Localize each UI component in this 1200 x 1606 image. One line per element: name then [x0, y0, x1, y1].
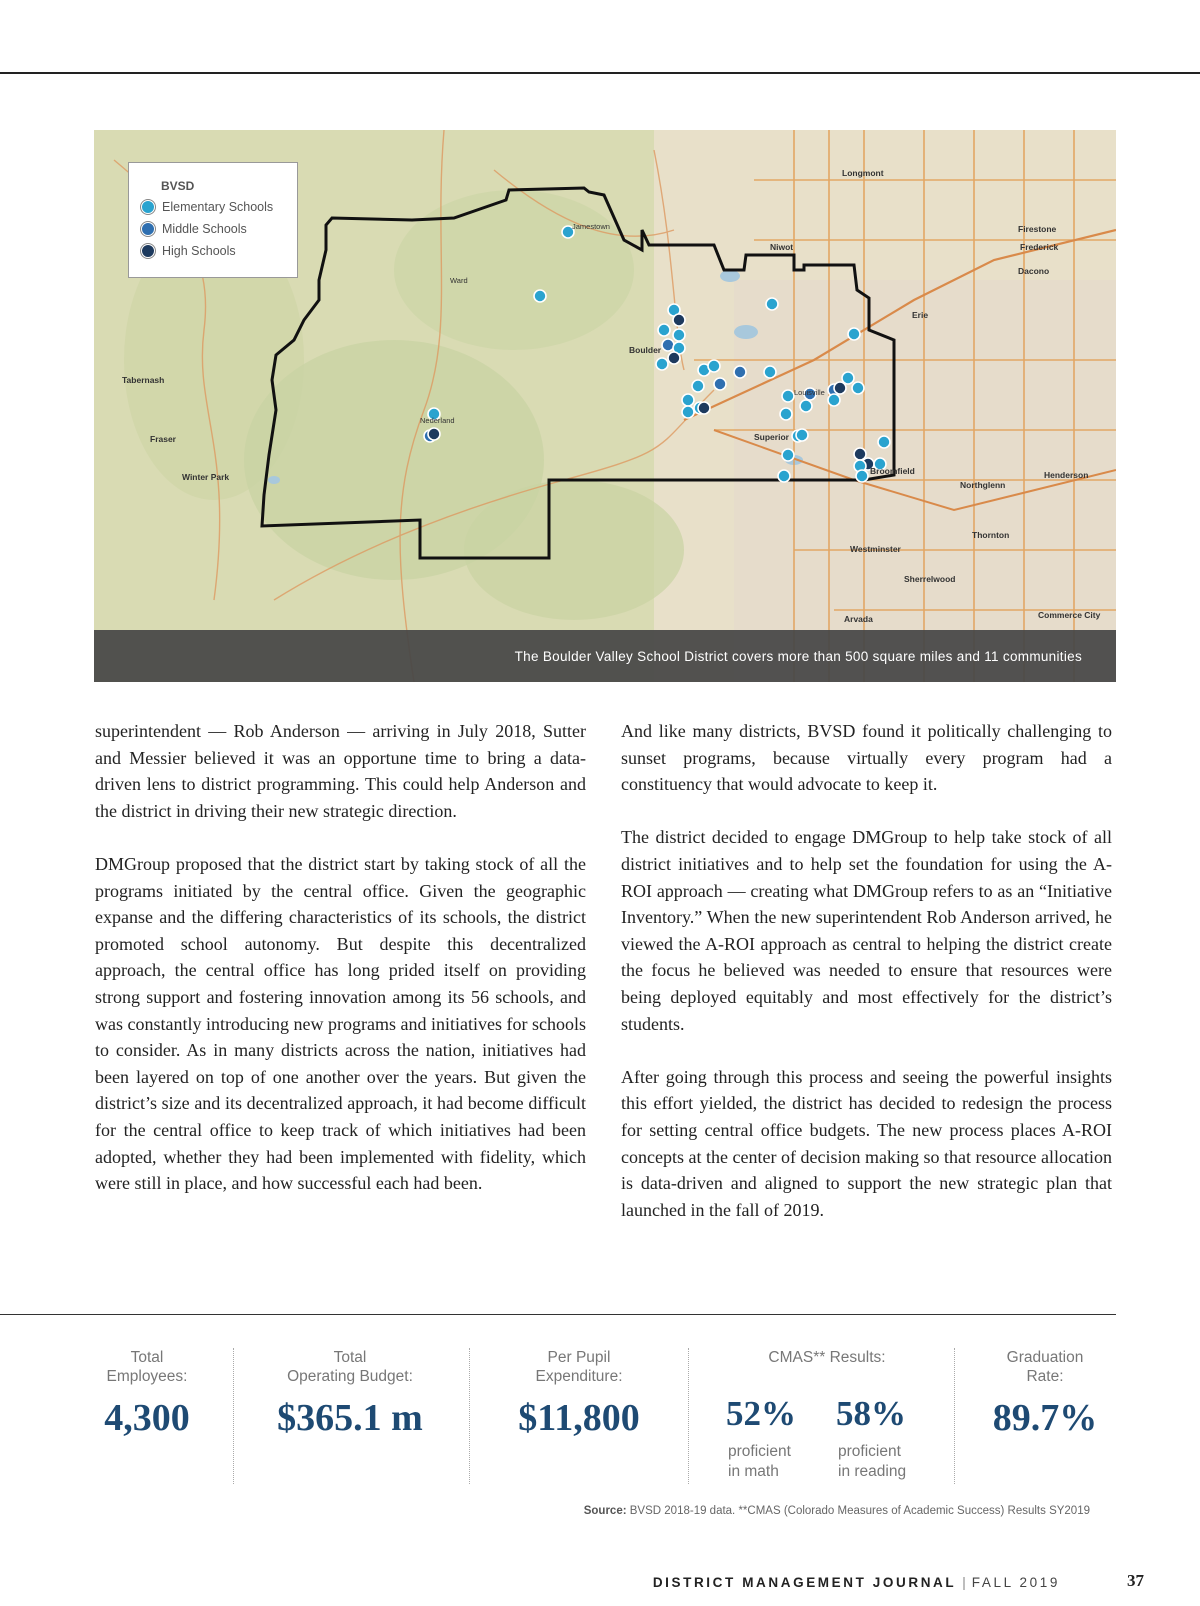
paragraph: After going through this process and seeing the powerful insights this effort yielded, the district has decided to redesign the process for setting central office budgets. The new process places A-ROI concepts at the center of decision making so that resource allocation is data-driven and aligned to support the new strategic plan that launched in the fall of 2019. — [621, 1066, 1112, 1220]
article-column-right — [621, 718, 1112, 1250]
map-label-niwot: Niwot — [770, 242, 794, 252]
legend-item-high — [141, 243, 236, 259]
stat-cmas-reading-label: proficient — [838, 1443, 901, 1460]
map-label-dacono: Dacono — [1018, 266, 1050, 276]
map-label-erie: Erie — [912, 310, 929, 320]
map-label-longmont: Longmont — [842, 168, 884, 178]
legend-item-label: High Schools — [162, 244, 236, 258]
stat-label: Per Pupil — [547, 1349, 611, 1366]
footer-separator: | — [962, 1575, 966, 1590]
map-label-jamestown: Jamestown — [572, 222, 610, 231]
section-divider — [0, 1314, 1116, 1315]
map-label-westminster: Westminster — [850, 544, 901, 554]
map-label-sherrelwood: Sherrelwood — [904, 574, 956, 584]
map-label-tabernash: Tabernash — [122, 375, 165, 385]
map-label-superior: Superior — [754, 432, 789, 442]
stat-value: $365.1 m — [277, 1397, 423, 1439]
stat-label: Rate: — [1026, 1368, 1064, 1385]
stat-total-employees — [90, 1348, 204, 1438]
stat-label: Total — [130, 1349, 164, 1366]
stat-label: Employees: — [106, 1368, 188, 1385]
map-label-louisville: Louisville — [794, 388, 825, 397]
map-caption-bar — [94, 630, 1116, 682]
map-label-nederland: Nederland — [420, 416, 455, 425]
article-column-left — [95, 718, 586, 1223]
stat-operating-budget — [250, 1348, 450, 1438]
map-label-thornton: Thornton — [972, 530, 1010, 540]
district-map — [94, 130, 1116, 682]
map-label-frederick: Frederick — [1020, 242, 1059, 252]
legend-item-middle — [141, 221, 247, 237]
top-rule — [0, 72, 1200, 74]
stat-label: Graduation — [1006, 1349, 1084, 1366]
stat-value: 4,300 — [104, 1397, 190, 1439]
map-label-ward: Ward — [450, 276, 468, 285]
legend-item-label: Elementary Schools — [162, 200, 274, 214]
stat-label: Operating Budget: — [287, 1368, 413, 1385]
paragraph: superintendent — Rob Anderson — arriving in July 2018, Sutter and Messier believed it was an opportune time to bring a data-driven lens to district programming. This could help Anderson and the district in driving their new strategic direction. — [95, 721, 586, 821]
map-legend — [128, 162, 298, 278]
source-text: BVSD 2018-19 data. **CMAS (Colorado Measures of Academic Success) Results SY2019 — [629, 1505, 1090, 1517]
stat-cmas-reading-value: 58% — [836, 1394, 906, 1433]
journal-issue: FALL 2019 — [971, 1575, 1060, 1590]
stat-value: 89.7% — [992, 1397, 1098, 1439]
high-school-marker-icon — [141, 244, 155, 258]
source-label: Source: — [583, 1505, 627, 1517]
stat-cmas-math-value: 52% — [726, 1394, 796, 1433]
legend-item-label: Middle Schools — [162, 222, 247, 236]
map-label-arvada: Arvada — [844, 614, 873, 624]
journal-name: DISTRICT MANAGEMENT JOURNAL — [652, 1575, 957, 1590]
stat-cmas-results — [700, 1348, 954, 1367]
map-label-fraser: Fraser — [150, 434, 176, 444]
elementary-school-marker-icon — [141, 200, 155, 214]
map-label-boulder: Boulder — [629, 345, 662, 355]
stat-graduation-rate — [982, 1348, 1108, 1438]
map-caption: The Boulder Valley School District covers more than 500 square miles and 11 communities — [514, 648, 1082, 664]
stat-cmas-math-label: proficient — [728, 1443, 791, 1460]
stat-cmas-math-label: in math — [728, 1463, 779, 1480]
map-label-commerce-city: Commerce City — [1038, 610, 1101, 620]
map-label-firestone: Firestone — [1018, 224, 1057, 234]
stat-divider — [954, 1348, 955, 1484]
stat-value: $11,800 — [518, 1397, 640, 1439]
page-footer — [653, 1575, 1060, 1590]
stat-cmas-reading-label: in reading — [838, 1463, 907, 1480]
map-label-winter-park: Winter Park — [182, 472, 230, 482]
map-label-henderson: Henderson — [1044, 470, 1089, 480]
page-number: 37 — [1127, 1571, 1144, 1590]
map-label-broomfield: Broomfield — [870, 466, 915, 476]
legend-item-elementary — [141, 199, 273, 215]
middle-school-marker-icon — [141, 222, 155, 236]
stat-label: Expenditure: — [535, 1368, 623, 1385]
paragraph: DMGroup proposed that the district start by taking stock of all the programs initiated by the central office. Given the geographic expanse and the differing characteristics of its schools, the district promoted school autonomy. But despite this decentralized approach, the central office has long prided itself on providing strong support and fostering innovation among its 56 schools, and was constantly introducing new programs and initiatives for schools to consider. As in many districts across the nation, initiatives had been layered on top of one another over the years. But given the district’s size and its decentralized approach, it had become difficult for the central office to keep track of which initiatives had been adopted, whether they had been implemented with fidelity, which were still in place, and how successful each had been. — [95, 853, 586, 1194]
paragraph: And like many districts, BVSD found it politically challenging to sunset programs, because virtually every program had a constituency that would advocate to keep it. — [621, 721, 1112, 795]
paragraph: The district decided to engage DMGroup to help take stock of all district initiatives and to help set the foundation for using the A-ROI approach — creating what DMGroup refers to as an “Initiative Inventory.” When the new superintendent Rob Anderson arrived, he viewed the A-ROI approach as central to helping the district create the focus he believed was needed to ensure that resources were being deployed equitably and most effectively for the district’s students. — [621, 827, 1112, 1034]
source-note — [584, 1505, 1090, 1517]
stat-per-pupil — [486, 1348, 672, 1438]
stat-label: Total — [333, 1349, 367, 1366]
map-label-northglenn: Northglenn — [960, 480, 1006, 490]
stat-label: CMAS** Results: — [768, 1349, 886, 1366]
stat-divider — [688, 1348, 689, 1484]
stat-divider — [469, 1348, 470, 1484]
legend-title: BVSD — [161, 179, 195, 193]
stat-divider — [233, 1348, 234, 1484]
